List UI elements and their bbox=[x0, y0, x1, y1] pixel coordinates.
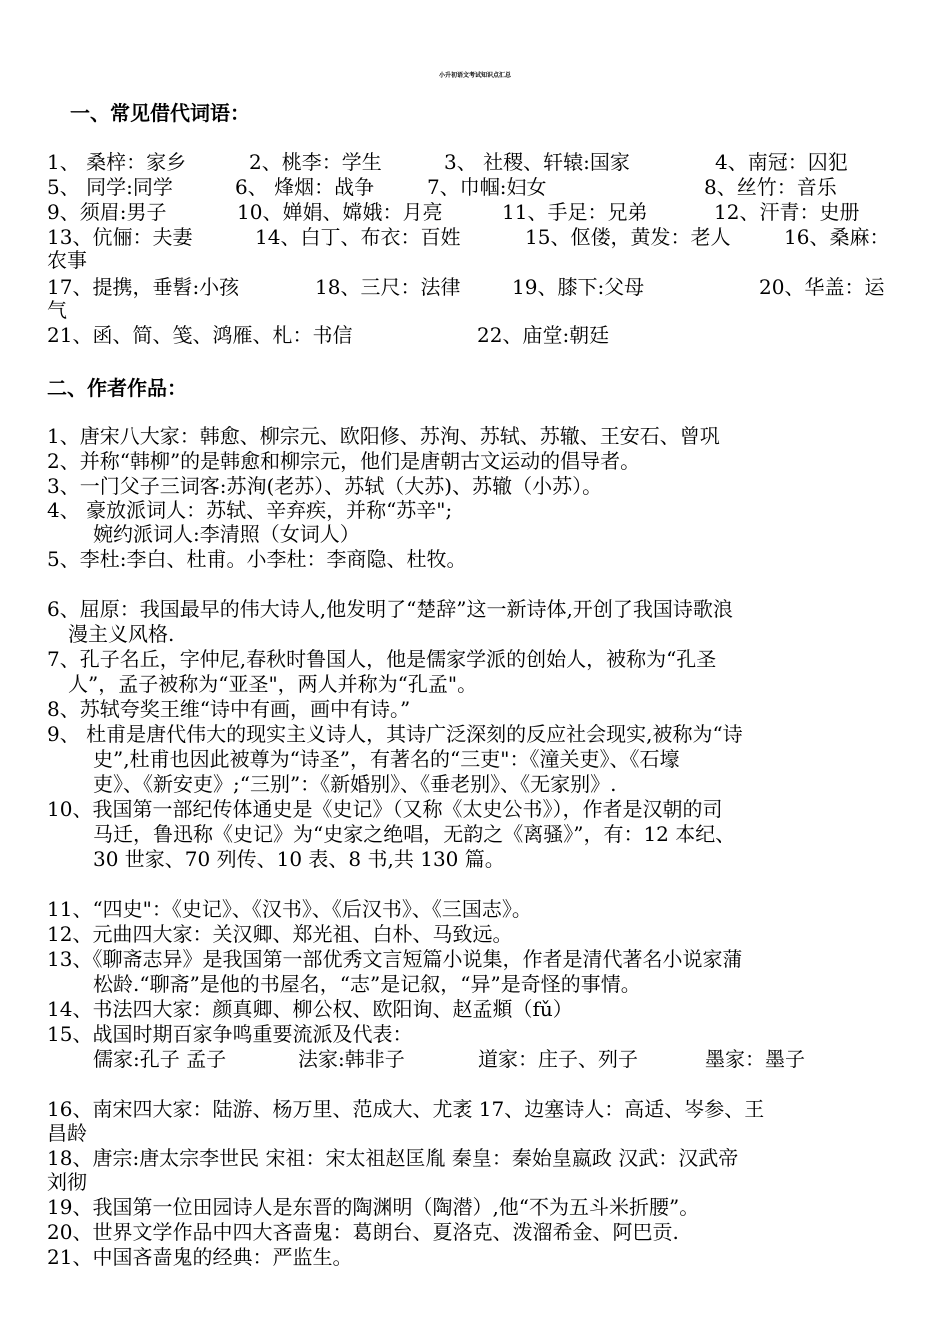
term-item: 1、 桑梓：家乡 bbox=[47, 150, 187, 174]
term-item: 17、提携，垂髫:小孩 bbox=[47, 275, 240, 299]
list-item: 马迁，鲁迅称《史记》为“史家之绝唱，无韵之《离骚》”，有：12 本纪、 bbox=[93, 822, 736, 846]
list-item: 松龄.“聊斋”是他的书屋名，“志”是记叙，“异”是奇怪的事情。 bbox=[93, 972, 641, 996]
list-item: 12、元曲四大家：关汉卿、郑光祖、白朴、马致远。 bbox=[47, 922, 513, 946]
school-item: 墨家：墨子 bbox=[705, 1047, 805, 1071]
list-item: 刘彻 bbox=[47, 1170, 87, 1194]
term-item: 20、华盖：运 bbox=[759, 275, 885, 299]
term-item: 气 bbox=[47, 298, 67, 322]
list-item: 5、李杜:李白、杜甫。小李杜：李商隐、杜牧。 bbox=[47, 547, 467, 571]
term-item: 14、白丁、布衣：百姓 bbox=[255, 225, 461, 249]
section-heading-borrowed-words: 一、常见借代词语： bbox=[70, 101, 250, 125]
school-item: 道家：庄子、列子 bbox=[478, 1047, 638, 1071]
term-item: 7、巾帼:妇女 bbox=[427, 175, 547, 199]
list-item: 16、南宋四大家：陆游、杨万里、范成大、尤袤 17、边塞诗人：高适、岑参、王 bbox=[47, 1097, 765, 1121]
term-item: 2、桃李：学生 bbox=[249, 150, 382, 174]
term-item: 15、伛偻，黄发：老人 bbox=[525, 225, 731, 249]
section-heading-authors-works: 二、作者作品： bbox=[47, 376, 187, 400]
list-item: 11、“四史"：《史记》、《汉书》、《后汉书》、《三国志》。 bbox=[47, 897, 532, 921]
list-item: 4、 豪放派词人：苏轼、辛弃疾，并称“苏辛"; bbox=[47, 498, 453, 522]
term-item: 5、 同学:同学 bbox=[47, 175, 173, 199]
page-title: 小升初语文考试知识点汇总 bbox=[438, 72, 511, 79]
term-item: 16、桑麻： bbox=[784, 225, 890, 249]
term-item: 19、膝下:父母 bbox=[512, 275, 645, 299]
term-item: 8、丝竹：音乐 bbox=[704, 175, 837, 199]
list-item: 20、世界文学作品中四大吝啬鬼：葛朗台、夏洛克、泼溜希金、阿巴贡. bbox=[47, 1220, 679, 1244]
list-item: 13、《聊斋志异》是我国第一部优秀文言短篇小说集，作者是清代著名小说家蒲 bbox=[47, 947, 743, 971]
term-item: 18、三尺：法律 bbox=[315, 275, 461, 299]
term-item: 3、 社稷、轩辕:国家 bbox=[444, 150, 630, 174]
list-item: 婉约派词人:李清照（女词人） bbox=[93, 522, 360, 546]
list-item: 9、 杜甫是唐代伟大的现实主义诗人，其诗广泛深刻的反应社会现实,被称为“诗 bbox=[47, 722, 743, 746]
term-item: 11、手足：兄弟 bbox=[502, 200, 648, 224]
term-item: 9、须眉:男子 bbox=[47, 200, 167, 224]
term-item: 21、函、简、笺、鸿雁、札：书信 bbox=[47, 323, 353, 347]
list-item: 吏》、《新安吏》;“三别”：《新婚别》、《垂老别》、《无家别》. bbox=[93, 772, 617, 796]
list-item: 15、战国时期百家争鸣重要流派及代表： bbox=[47, 1022, 413, 1046]
term-item: 22、庙堂:朝廷 bbox=[477, 323, 610, 347]
list-item: 21、中国吝啬鬼的经典：严监生。 bbox=[47, 1245, 353, 1269]
term-item: 10、婵娟、嫦娥：月亮 bbox=[237, 200, 443, 224]
school-item: 儒家:孔子 孟子 bbox=[93, 1047, 227, 1071]
term-item: 6、 烽烟：战争 bbox=[235, 175, 375, 199]
list-item: 10、我国第一部纪传体通史是《史记》（又称《太史公书》），作者是汉朝的司 bbox=[47, 797, 723, 821]
term-item: 12、汗青：史册 bbox=[714, 200, 860, 224]
list-item: 2、并称“韩柳”的是韩愈和柳宗元，他们是唐朝古文运动的倡导者。 bbox=[47, 449, 641, 473]
list-item: 史”,杜甫也因此被尊为“诗圣”，有著名的“三吏"：《潼关吏》、《石壕 bbox=[93, 747, 680, 771]
term-item: 13、伉俪：夫妻 bbox=[47, 225, 193, 249]
list-item: 14、书法四大家：颜真卿、柳公权、欧阳询、赵孟頫（fǔ） bbox=[47, 997, 573, 1021]
list-item: 昌龄 bbox=[47, 1121, 87, 1145]
term-item: 4、南冠：囚犯 bbox=[715, 150, 848, 174]
list-item: 18、唐宗:唐太宗李世民 宋祖：宋太祖赵匡胤 秦皇：秦始皇嬴政 汉武：汉武帝 bbox=[47, 1146, 739, 1170]
school-item: 法家:韩非子 bbox=[298, 1047, 405, 1071]
list-item: 6、屈原：我国最早的伟大诗人,他发明了“楚辞”这一新诗体,开创了我国诗歌浪 bbox=[47, 597, 733, 621]
list-item: 3、一门父子三词客:苏洵(老苏）、苏轼（大苏)、苏辙（小苏）。 bbox=[47, 474, 603, 498]
list-item: 1、唐宋八大家：韩愈、柳宗元、欧阳修、苏洵、苏轼、苏辙、王安石、曾巩 bbox=[47, 424, 720, 448]
list-item: 19、我国第一位田园诗人是东晋的陶渊明（陶潜）,他“不为五斗米折腰”。 bbox=[47, 1195, 700, 1219]
list-item: 漫主义风格. bbox=[68, 622, 175, 646]
list-item: 人”，孟子被称为“亚圣"，两人并称为“孔孟"。 bbox=[68, 672, 478, 696]
list-item: 8、苏轼夸奖王维“诗中有画，画中有诗。” bbox=[47, 697, 411, 721]
list-item: 7、孔子名丘，字仲尼,春秋时鲁国人，他是儒家学派的创始人，被称为“孔圣 bbox=[47, 647, 717, 671]
term-item: 农事 bbox=[47, 248, 87, 272]
list-item: 30 世家、70 列传、10 表、8 书,共 130 篇。 bbox=[93, 847, 505, 871]
